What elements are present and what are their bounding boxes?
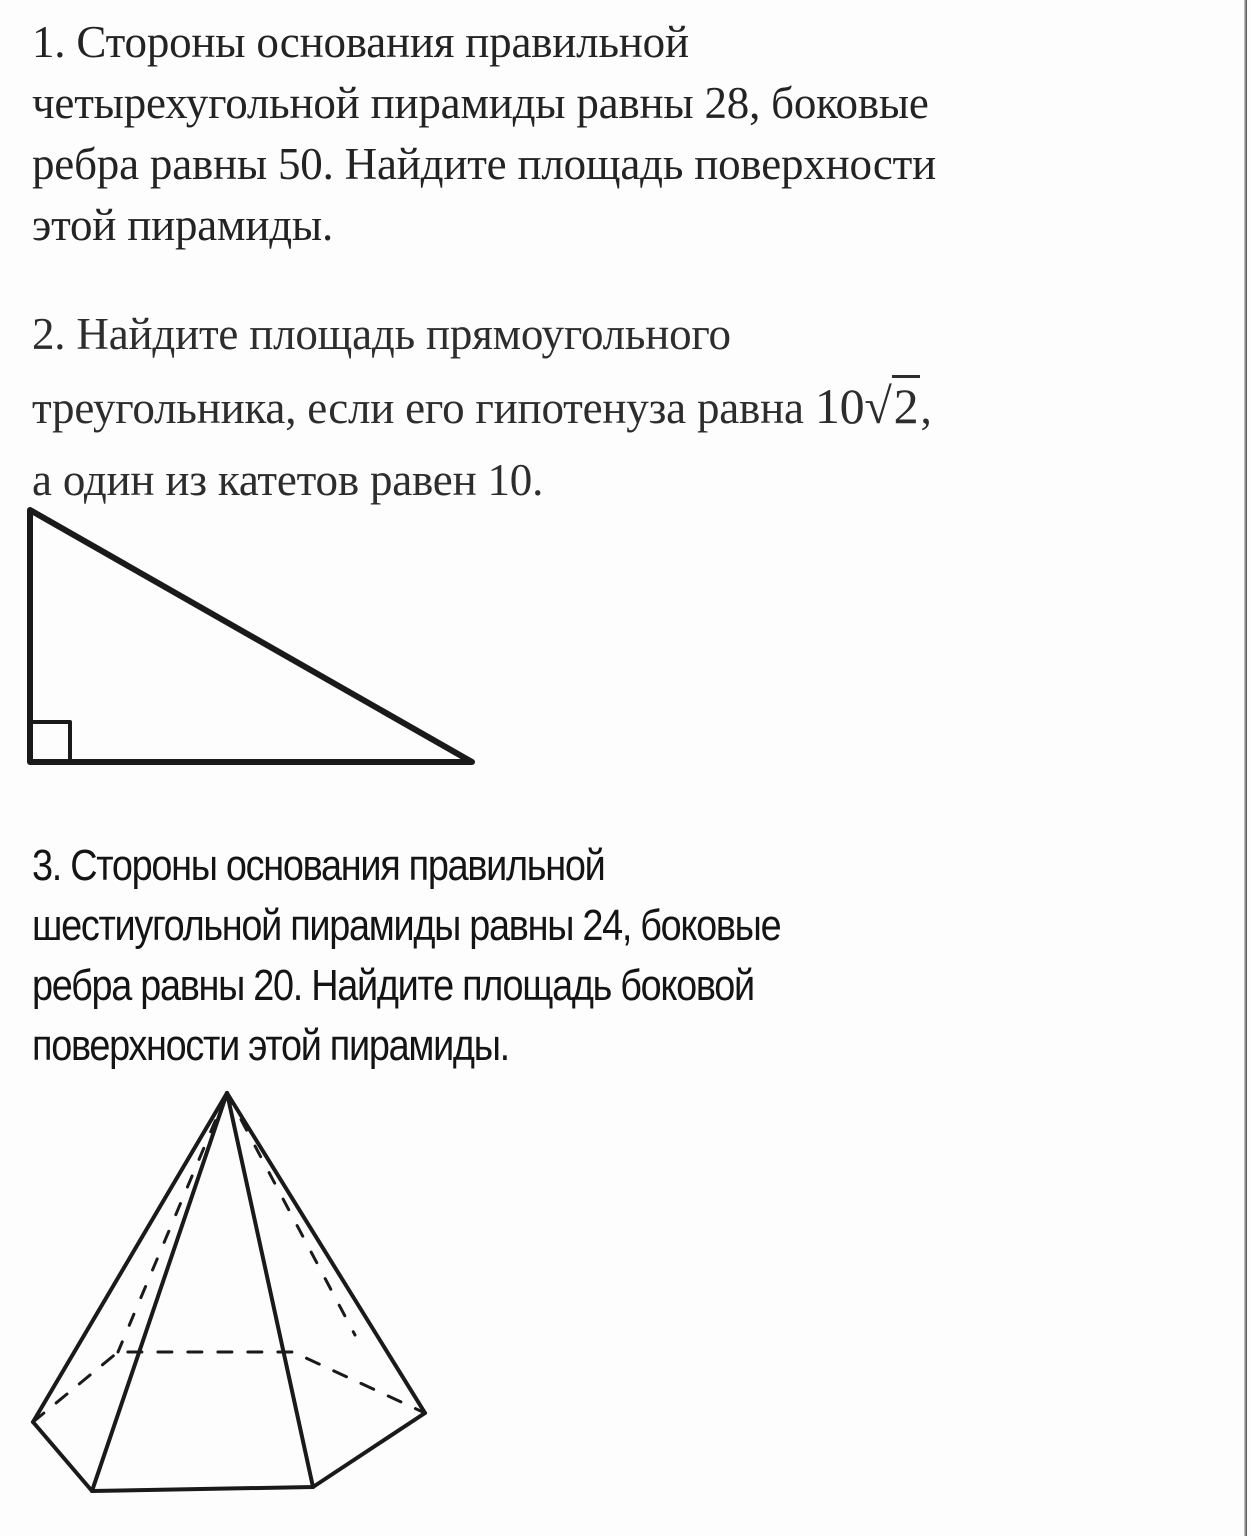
pyramid-base-front bbox=[33, 1413, 425, 1491]
task-3-number: 3. bbox=[32, 841, 61, 890]
task-1-line-3: ребра равны 50. Найдите площадь поверхности bbox=[32, 139, 936, 189]
task-1 bbox=[32, 12, 1191, 256]
lateral-edge-hidden bbox=[227, 1093, 355, 1335]
task-1-line-2: четырехугольной пирамиды равны 28, боковые bbox=[32, 78, 929, 128]
page-edge bbox=[1244, 0, 1247, 1536]
hexagonal-pyramid-figure bbox=[25, 1085, 445, 1505]
triangle-outline bbox=[30, 510, 472, 762]
task-3-line-2: шестиугольной пирамиды равны 24, боковые bbox=[32, 901, 781, 950]
lateral-edge bbox=[227, 1093, 425, 1413]
task-2 bbox=[32, 298, 1191, 516]
task-2-line-2: треугольника, если его гипотенуза равна 10√2, bbox=[32, 370, 1191, 444]
task-2-number: 2. bbox=[32, 309, 66, 359]
right-angle-marker bbox=[30, 722, 70, 762]
task-1-line-4: этой пирамиды. bbox=[32, 200, 333, 250]
task-1-line-1: 1. Стороны основания правильной bbox=[32, 17, 689, 67]
task-3-line-1: 3. Стороны основания правильной bbox=[32, 841, 605, 890]
hypotenuse-value: 10√2 bbox=[815, 378, 921, 434]
task-2-line-3: а один из катетов равен 10. bbox=[32, 455, 544, 505]
pyramid-base-hidden bbox=[33, 1352, 425, 1422]
lateral-edge bbox=[92, 1093, 227, 1491]
sqrt-symbol: √2 bbox=[864, 370, 920, 442]
lateral-edge-hidden bbox=[118, 1093, 227, 1352]
task-3-line-4: поверхности этой пирамиды. bbox=[32, 1021, 509, 1070]
lateral-edge bbox=[227, 1093, 313, 1487]
right-triangle-figure bbox=[20, 500, 490, 775]
task-2-line-1: 2. Найдите площадь прямоугольного bbox=[32, 309, 731, 359]
task-3-line-3: ребра равны 20. Найдите площадь боковой bbox=[32, 961, 754, 1010]
lateral-edge bbox=[33, 1093, 227, 1422]
task-1-number: 1. bbox=[32, 17, 66, 67]
task-3 bbox=[32, 836, 1191, 1076]
